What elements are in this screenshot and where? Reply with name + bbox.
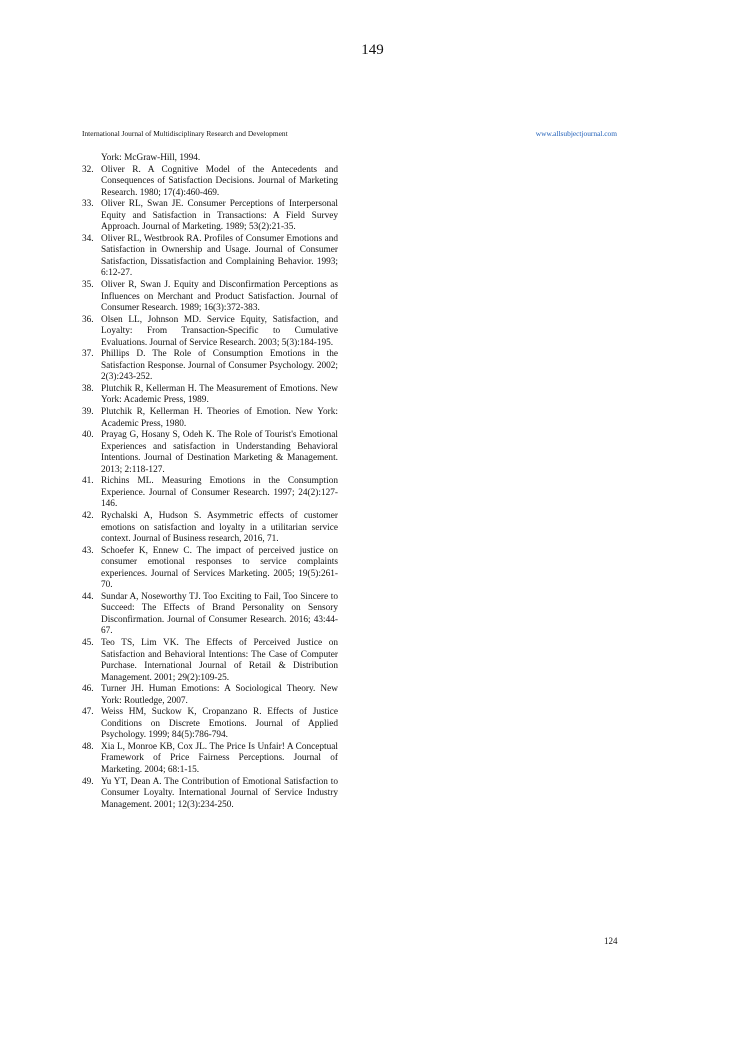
reference-item bbox=[82, 592, 338, 638]
reference-item bbox=[82, 315, 338, 350]
reference-text: Olsen LL, Johnson MD. Service Equity, Satisfaction, and Loyalty: From Transaction-Specific to Cumulative Evaluations. Journal of Service Research. 2003; 5(3):184-195. bbox=[101, 314, 338, 348]
reference-number: 38. bbox=[82, 383, 94, 394]
reference-list bbox=[82, 153, 338, 811]
reference-item bbox=[82, 684, 338, 707]
reference-item bbox=[82, 777, 338, 812]
reference-item bbox=[82, 476, 338, 511]
reference-number: 36. bbox=[82, 314, 94, 325]
reference-number: 32. bbox=[82, 164, 94, 175]
reference-item bbox=[82, 638, 338, 684]
reference-number: 42. bbox=[82, 510, 94, 521]
reference-text: Plutchik R, Kellerman H. The Measurement of Emotions. New York: Academic Press, 1989. bbox=[101, 383, 338, 406]
reference-number: 47. bbox=[82, 707, 94, 718]
reference-item bbox=[82, 384, 338, 407]
reference-text: Weiss HM, Suckow K, Cropanzano R. Effects of Justice Conditions on Discrete Emotions. Journal of Applied Psychology. 1999; 84(5):786-794. bbox=[101, 707, 338, 741]
reference-text: Phillips D. The Role of Consumption Emotions in the Satisfaction Response. Journal of Consumer Psychology. 2002; 2(3):243-252. bbox=[101, 349, 338, 383]
reference-text: Xia L, Monroe KB, Cox JL. The Price Is Unfair! A Conceptual Framework of Price Fairness Perceptions. Journal of Marketing. 2004; 68:1-15. bbox=[101, 741, 338, 775]
reference-item bbox=[82, 153, 338, 165]
reference-item bbox=[82, 511, 338, 546]
reference-item bbox=[82, 199, 338, 234]
reference-item bbox=[82, 165, 338, 200]
reference-text: Oliver R. A Cognitive Model of the Antecedents and Consequences of Satisfaction Decisions. Journal of Marketing Research. 1980; 17(4):460-469. bbox=[101, 164, 338, 198]
reference-item bbox=[82, 349, 338, 384]
reference-text: Teo TS, Lim VK. The Effects of Perceived Justice on Satisfaction and Behavioral Intentions: The Case of Computer Purchase. International Journal of Retail & Distribution Management. 2001; 29(2):109-25. bbox=[101, 637, 338, 683]
reference-text: Rychalski A, Hudson S. Asymmetric effects of customer emotions on satisfaction and loyalty in a utilitarian service context. Journal of Business research, 2016, 71. bbox=[101, 510, 338, 545]
reference-item bbox=[82, 742, 338, 777]
reference-item bbox=[82, 546, 338, 592]
reference-text: Richins ML. Measuring Emotions in the Consumption Experience. Journal of Consumer Research. 1997; 24(2):127-146. bbox=[101, 476, 338, 510]
reference-number: 41. bbox=[82, 476, 94, 487]
reference-text: Prayag G, Hosany S, Odeh K. The Role of Tourist's Emotional Experiences and satisfaction in Understanding Behavioral Intentions. Journal of Destination Marketing & Management. 2013; 2:118-127. bbox=[101, 430, 338, 475]
reference-text: Yu YT, Dean A. The Contribution of Emotional Satisfaction to Consumer Loyalty. International Journal of Service Industry Management. 2001; 12(3):234-250. bbox=[101, 776, 338, 810]
reference-item bbox=[82, 407, 338, 430]
reference-text: Oliver R, Swan J. Equity and Disconfirmation Perceptions as Influences on Merchant and Product Satisfaction. Journal of Consumer Research. 1989; 16(3):372-383. bbox=[101, 280, 338, 314]
reference-number: 43. bbox=[82, 545, 94, 556]
reference-number: 46. bbox=[82, 684, 94, 695]
reference-number: 48. bbox=[82, 741, 94, 752]
reference-number: 37. bbox=[82, 349, 94, 360]
reference-number: 35. bbox=[82, 280, 94, 291]
reference-number: 39. bbox=[82, 407, 94, 418]
reference-item bbox=[82, 707, 338, 742]
reference-item bbox=[82, 234, 338, 280]
top-page-number: 149 bbox=[361, 42, 384, 58]
reference-text: York: McGraw-Hill, 1994. bbox=[101, 153, 201, 163]
reference-text: Oliver RL, Swan JE. Consumer Perceptions of Interpersonal Equity and Satisfaction in Transactions: A Field Survey Approach. Journal of Marketing. 1989; 53(2):21-35. bbox=[101, 199, 338, 233]
reference-text: Sundar A, Noseworthy TJ. Too Exciting to Fail, Too Sincere to Succeed: The Effects of Brand Personality on Sensory Disconfirmation. Journal of Consumer Research. 2016; 43:44-67. bbox=[101, 591, 338, 637]
reference-text: Plutchik R, Kellerman H. Theories of Emotion. New York: Academic Press, 1980. bbox=[101, 407, 338, 429]
journal-name: International Journal of Multidisciplinary Research and Development bbox=[82, 129, 288, 138]
reference-item bbox=[82, 430, 338, 476]
reference-text: Turner JH. Human Emotions: A Sociological Theory. New York: Routledge, 2007. bbox=[101, 684, 338, 706]
reference-number: 40. bbox=[82, 430, 94, 441]
reference-number: 49. bbox=[82, 776, 94, 787]
reference-item bbox=[82, 280, 338, 315]
reference-number: 45. bbox=[82, 637, 94, 648]
reference-number: 44. bbox=[82, 591, 94, 602]
reference-number: 33. bbox=[82, 199, 94, 210]
reference-text: Schoefer K, Ennew C. The impact of perceived justice on consumer emotional responses to service complaints experiences. Journal of Services Marketing. 2005; 19(5):261-70. bbox=[101, 545, 338, 591]
journal-website-link[interactable]: www.allsubjectjournal.com bbox=[535, 129, 617, 138]
footer-page-number: 124 bbox=[604, 936, 618, 946]
reference-number: 34. bbox=[82, 233, 94, 244]
reference-text: Oliver RL, Westbrook RA. Profiles of Consumer Emotions and Satisfaction in Ownership and Usage. Journal of Consumer Satisfaction, Dissatisfaction and Complaining Behavior. 1993; 6:12-27. bbox=[101, 233, 338, 279]
